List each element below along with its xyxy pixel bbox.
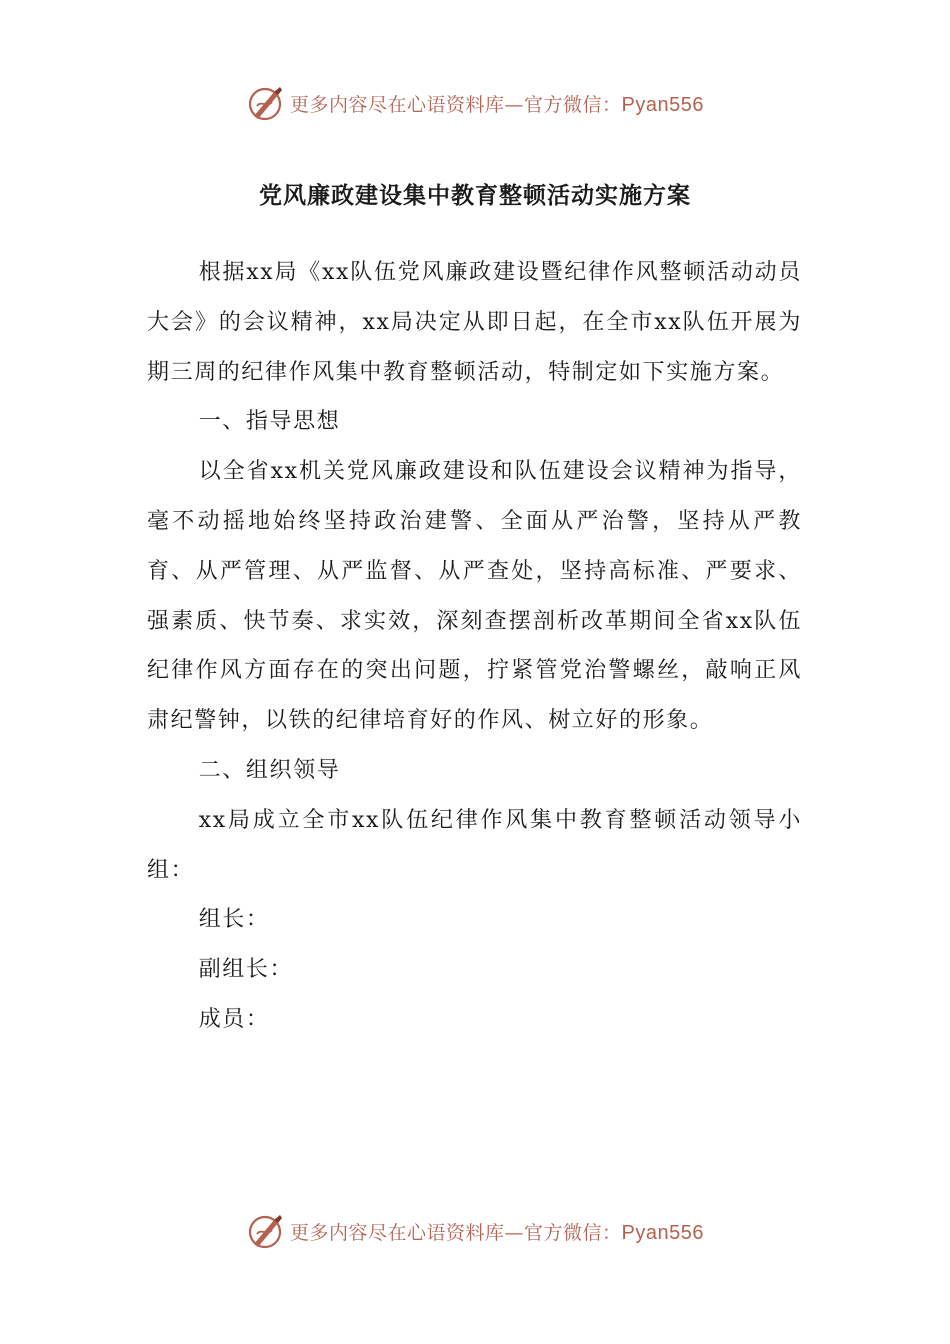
group-leader-line: 组长：	[198, 907, 270, 933]
watermark-banner-top	[0, 78, 950, 128]
deputy-leader-line: 副组长：	[198, 957, 294, 983]
pen-logo-icon	[246, 83, 286, 123]
section-heading-organization: 二、组织领导	[198, 757, 341, 783]
pen-logo-icon	[246, 1211, 286, 1251]
watermark-text: 更多内容尽在心语资料库—官方微信：Pyan556	[290, 1221, 704, 1244]
members-line: 成员：	[198, 1006, 270, 1032]
section-heading-guiding-ideology: 一、指导思想	[198, 409, 341, 435]
watermark-banner-bottom	[0, 1206, 950, 1256]
paragraph-intro: 根据xx局《xx队伍党风廉政建设暨纪律作风整顿活动动员大会》的会议精神，xx局决定从即日起，在全市xx队伍开展为期三周的纪律作风集中教育整顿活动，特制定如下实施方案。	[147, 260, 802, 385]
watermark-text: 更多内容尽在心语资料库—官方微信：Pyan556	[290, 93, 704, 116]
paragraph-guiding-ideology: 以全省xx机关党风廉政建设和队伍建设会议精神为指导，毫不动摇地始终坚持政治建警、全面从严治警，坚持从严教育、从严管理、从严监督、从严查处，坚持高标准、严要求、强素质、快节奏、求实效，深刻查摆剖析改革期间全省xx队伍纪律作风方面存在的突出问题，拧紧管党治警螺丝，敲响正风肃纪警钟，以铁的纪律培育好的作风、树立好的形象。	[147, 459, 802, 734]
document-title: 党风廉政建设集中教育整顿活动实施方案	[259, 182, 691, 209]
document-body	[147, 248, 802, 1045]
paragraph-leading-group: xx局成立全市xx队伍纪律作风集中教育整顿活动领导小组：	[147, 807, 802, 883]
